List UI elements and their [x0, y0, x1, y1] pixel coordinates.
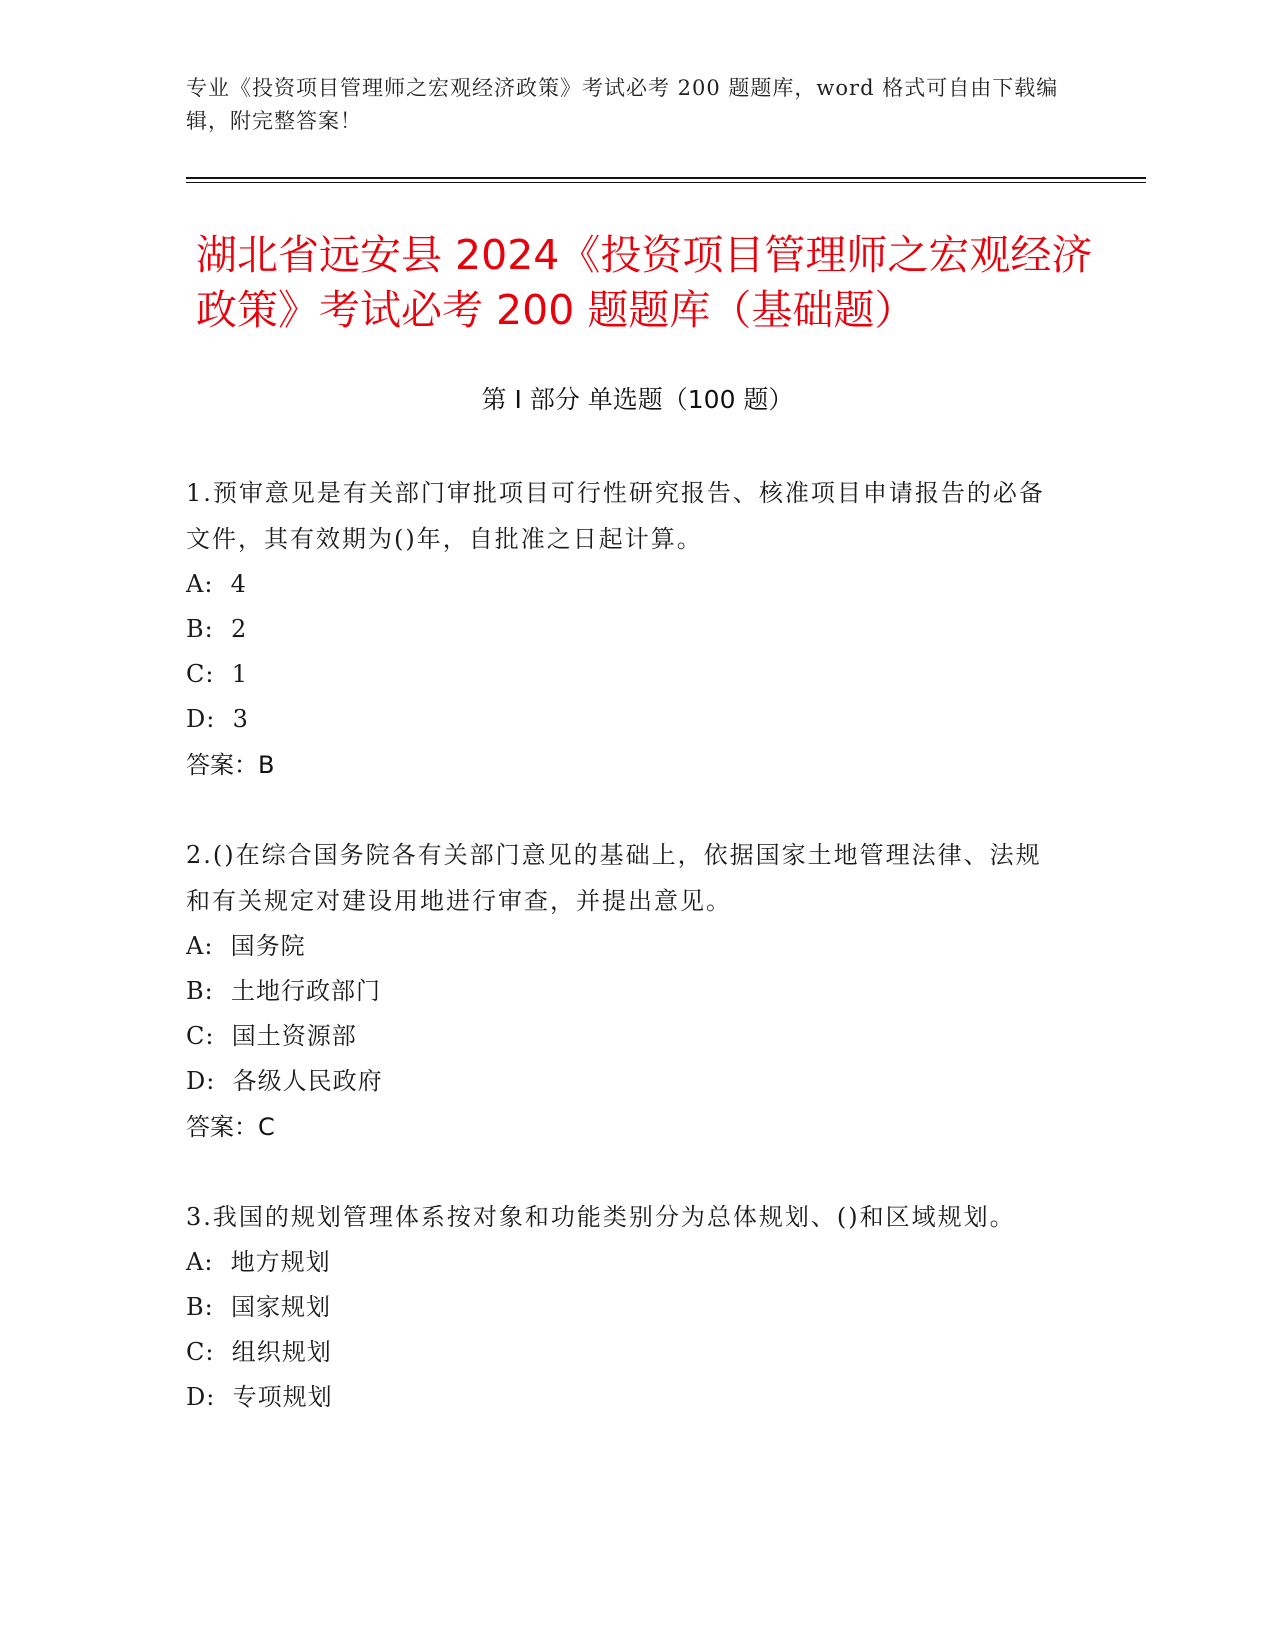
question-stem: 2.()在综合国务院各有关部门意见的基础上，依据国家土地管理法律、法规和有关规定对建设用地进行审查，并提出意见。: [186, 841, 1042, 915]
option-b: B: 2: [186, 615, 248, 643]
header-divider-thin: [186, 182, 1146, 183]
header-divider-thick: [186, 177, 1146, 179]
document-title: 湖北省远安县 2024《投资项目管理师之宏观经济政策》考试必考 200 题题库（基础题）: [196, 231, 1093, 334]
section-heading: 第 I 部分 单选题（100 题）: [481, 385, 794, 414]
question-block: [186, 832, 1066, 1150]
question-stem: 1.预审意见是有关部门审批项目可行性研究报告、核准项目申请报告的必备文件，其有效期为()年，自批准之日起计算。: [186, 479, 1045, 553]
option-c: C: 国土资源部: [186, 1022, 357, 1050]
option-d: D: 3: [186, 705, 249, 733]
question-block: [186, 470, 1066, 788]
answer-line: 答案：C: [186, 1113, 275, 1141]
option-a: A: 国务院: [186, 932, 306, 960]
option-d: D: 各级人民政府: [186, 1067, 383, 1095]
answer-line: 答案：B: [186, 751, 275, 779]
option-b: B: 土地行政部门: [186, 977, 381, 1005]
question-block: [186, 1194, 1066, 1420]
option-b: B: 国家规划: [186, 1293, 331, 1321]
option-c: C: 1: [186, 660, 248, 688]
option-d: D: 专项规划: [186, 1383, 333, 1411]
option-c: C: 组织规划: [186, 1338, 332, 1366]
question-stem: 3.我国的规划管理体系按对象和功能类别分为总体规划、()和区域规划。: [186, 1203, 1016, 1231]
header-note: 专业《投资项目管理师之宏观经济政策》考试必考 200 题题库，word 格式可自由下载编辑，附完整答案！: [186, 76, 1059, 133]
option-a: A: 4: [186, 570, 247, 598]
option-a: A: 地方规划: [186, 1248, 331, 1276]
